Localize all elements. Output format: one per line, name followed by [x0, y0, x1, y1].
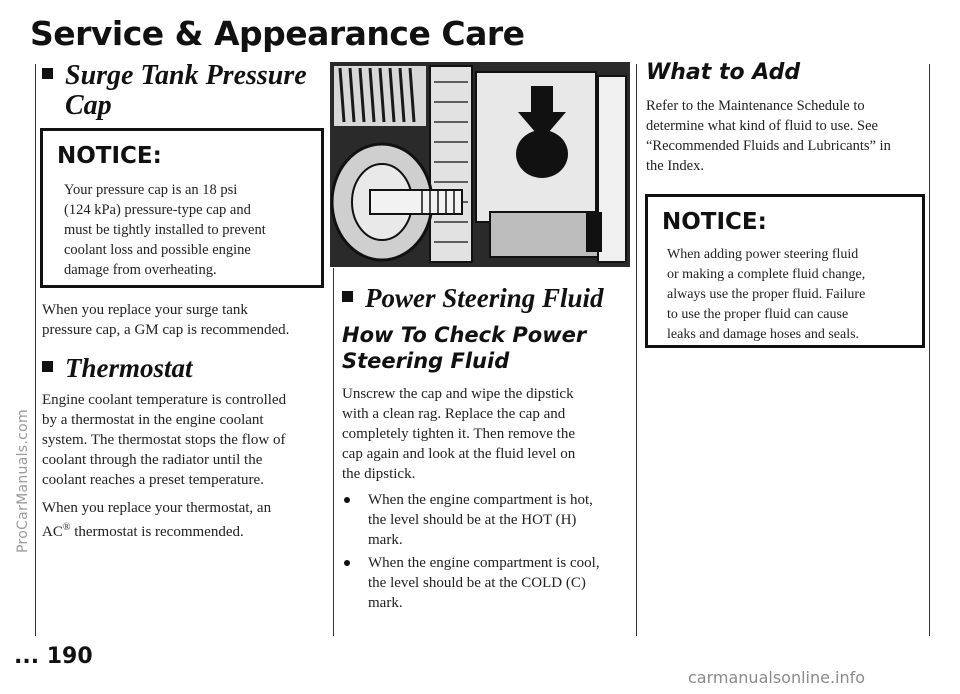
square-bullet-icon	[42, 68, 53, 79]
surge-tank-paragraph-line: When you replace your surge tank	[42, 302, 248, 318]
how-to-check-paragraph-line: cap again and look at the fluid level on	[342, 446, 576, 462]
bullet-item-line: When the engine compartment is cool,	[368, 555, 600, 571]
notice-line: leaks and damage hoses and seals.	[667, 327, 860, 342]
notice-line: must be tightly installed to prevent	[64, 222, 266, 238]
thermostat-paragraph-line: coolant through the radiator until the	[42, 452, 263, 468]
square-bullet-icon	[342, 291, 353, 302]
thermostat-paragraph2-line: When you replace your thermostat, an	[42, 500, 272, 516]
column-divider	[35, 64, 36, 636]
notice-box-power-steering	[645, 194, 925, 348]
registered-mark: ®	[62, 522, 71, 533]
notice-line: always use the proper fluid. Failure	[667, 287, 866, 302]
how-to-check-heading: How To Check Power	[342, 323, 587, 347]
bullet-item-line: the level should be at the COLD (C)	[368, 575, 586, 591]
power-steering-heading: Power Steering Fluid	[342, 282, 604, 314]
how-to-check-paragraph-line: the dipstick.	[342, 466, 416, 482]
notice-line: damage from overheating.	[64, 262, 217, 278]
bullet-item-line: mark.	[368, 595, 403, 611]
how-to-check-heading-line2: Steering Fluid	[342, 349, 510, 373]
bullet-dot-icon	[344, 560, 350, 566]
page-title: Service & Appearance Care	[30, 14, 525, 53]
column-divider	[636, 64, 637, 636]
side-watermark: ProCarManuals.com	[15, 409, 31, 553]
notice-title: NOTICE:	[57, 143, 162, 169]
bullet-item-line: the level should be at the HOT (H)	[368, 512, 577, 528]
bottom-watermark: carmanualsonline.info	[688, 668, 866, 687]
notice-title: NOTICE:	[662, 209, 767, 235]
thermostat-heading: Thermostat	[42, 352, 193, 384]
how-to-check-paragraph-line: Unscrew the cap and wipe the dipstick	[342, 386, 574, 402]
notice-box-pressure-cap	[40, 128, 324, 288]
how-to-check-paragraph-line: completely tighten it. Then remove the	[342, 426, 575, 442]
what-to-add-heading: What to Add	[646, 60, 801, 85]
surge-tank-heading-line2: Cap	[65, 90, 112, 121]
surge-tank-paragraph-line: pressure cap, a GM cap is recommended.	[42, 322, 290, 338]
notice-line: coolant loss and possible engine	[64, 242, 251, 258]
what-to-add-paragraph-line: “Recommended Fluids and Lubricants” in	[646, 138, 891, 154]
column-divider	[929, 64, 930, 636]
what-to-add-paragraph-line: Refer to the Maintenance Schedule to	[646, 98, 865, 114]
notice-line: (124 kPa) pressure-type cap and	[64, 202, 251, 218]
notice-line: Your pressure cap is an 18 psi	[64, 182, 238, 198]
thermostat-paragraph2-line: AC® thermostat is recommended.	[42, 522, 244, 540]
notice-line: or making a complete fluid change,	[667, 267, 866, 282]
column-divider	[333, 268, 334, 636]
bullet-item-line: When the engine compartment is hot,	[368, 492, 593, 508]
square-bullet-icon	[42, 361, 53, 372]
thermostat-paragraph-line: coolant reaches a preset temperature.	[42, 472, 264, 488]
thermostat-paragraph-line: system. The thermostat stops the flow of	[42, 432, 286, 448]
surge-tank-heading: Surge Tank Pressure	[42, 60, 307, 92]
notice-line: When adding power steering fluid	[667, 247, 859, 262]
thermostat-paragraph-line: by a thermostat in the engine coolant	[42, 412, 264, 428]
notice-line: to use the proper fluid can cause	[667, 307, 849, 322]
how-to-check-paragraph-line: with a clean rag. Replace the cap and	[342, 406, 566, 422]
bullet-dot-icon	[344, 497, 350, 503]
page-number: ... 190	[14, 644, 93, 669]
thermostat-paragraph-line: Engine coolant temperature is controlled	[42, 392, 287, 408]
bullet-item-line: mark.	[368, 532, 403, 548]
power-steering-reservoir-illustration	[330, 62, 630, 267]
what-to-add-paragraph-line: determine what kind of fluid to use. See	[646, 118, 878, 134]
what-to-add-paragraph-line: the Index.	[646, 158, 704, 174]
